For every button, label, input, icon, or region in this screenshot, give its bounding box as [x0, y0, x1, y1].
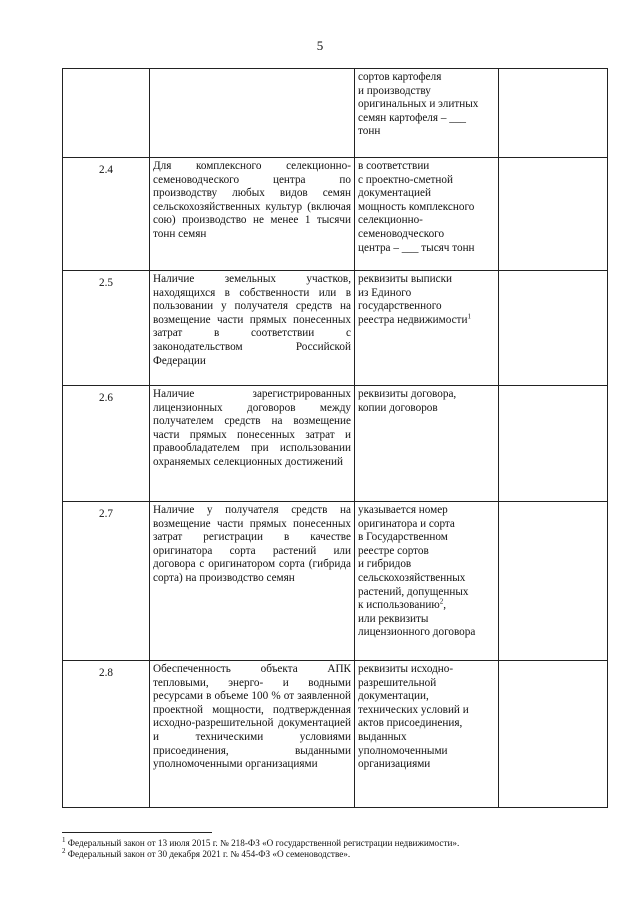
confirmation-text-continued: , или реквизиты лицензионного договора: [358, 599, 476, 639]
footnote-2: [62, 849, 622, 860]
row-number-cell: 2.5: [63, 271, 150, 386]
footnote-mark: 1: [62, 835, 66, 844]
footnote-mark: 2: [62, 847, 66, 856]
confirmation-text: реквизиты выписки из Единого государственного реестра недвижимости: [358, 273, 468, 326]
empty-cell: [499, 502, 608, 661]
footnote-ref: 1: [467, 312, 471, 321]
row-number-cell: 2.4: [63, 158, 150, 271]
table-row: [63, 661, 608, 808]
confirmation-cell: [355, 271, 499, 386]
footnotes: [62, 835, 622, 861]
confirmation-cell: в соответствии с проектно-сметной документацией мощность комплексного селекционно- семеноводческого центра – ___ тысяч тонн: [355, 158, 499, 271]
row-number-cell: 2.8: [63, 661, 150, 808]
empty-cell: [499, 386, 608, 502]
row-number-cell: 2.7: [63, 502, 150, 661]
empty-cell: [499, 271, 608, 386]
footnote-1: [62, 835, 622, 849]
confirmation-cell: реквизиты исходно- разрешительной документации, технических условий и актов присоединения, выданных уполномоченными организациями: [355, 661, 499, 808]
table-row: [63, 502, 608, 661]
criterion-cell: Для комплексного селекционно-семеноводческого центра по производству любых видов семян сельскохозяйственных культур (включая сою) производство не менее 1 тысячи тонн семян: [150, 158, 355, 271]
confirmation-cell: [355, 502, 499, 661]
table-row: [63, 158, 608, 271]
footnote-ref: 2: [439, 597, 444, 606]
footnote-text: Федеральный закон от 13 июля 2015 г. № 218-ФЗ «О государственной регистрации недвижимости».: [65, 838, 460, 848]
criterion-cell: Наличие земельных участков, находящихся в собственности или в пользовании у получателя средств на возмещение части прямых понесенных затрат в соответствии с законодательством Российской Федерации: [150, 271, 355, 386]
empty-cell: [499, 661, 608, 808]
footnote-divider: [62, 832, 212, 833]
empty-cell: [499, 158, 608, 271]
page-number: 5: [316, 38, 324, 53]
table-row: [63, 271, 608, 386]
row-number-cell: 2.6: [63, 386, 150, 502]
row-number-cell: [63, 69, 150, 158]
table-row: [63, 69, 608, 158]
criterion-cell: Наличие зарегистрированных лицензионных договоров между получателем средств на возмещение части прямых понесенных затрат и правообладателем при использовании охраняемых селекционных достижений: [150, 386, 355, 502]
confirmation-cell: реквизиты договора, копии договоров: [355, 386, 499, 502]
footnote-text: Федеральный закон от 30 декабря 2021 г. № 454-ФЗ «О семеноводстве».: [65, 849, 351, 860]
table-row: [63, 386, 608, 502]
criterion-cell: Наличие у получателя средств на возмещение части прямых понесенных затрат регистрации в качестве оригинатора сорта растений или договора с оригинатором сорта (гибрида сорта) на производство семян: [150, 502, 355, 661]
criterion-cell: [150, 69, 355, 158]
confirmation-cell: сортов картофеля и производству оригинальных и элитных семян картофеля – ___ тонн: [355, 69, 499, 158]
criteria-table: [62, 68, 608, 808]
criterion-cell: Обеспеченность объекта АПК тепловыми, энерго- и водными ресурсами в объеме 100 % от заявленной проектной мощности, подтвержденная исходно-разрешительной документацией и техническими условиями присоединения, выданными уполномоченными организациями: [150, 661, 355, 808]
empty-cell: [499, 69, 608, 158]
confirmation-text: указывается номер оригинатора и сорта в Государственном реестре сортов и гибридов сельскохозяйственных растений, допущенных к использованию: [358, 504, 469, 612]
